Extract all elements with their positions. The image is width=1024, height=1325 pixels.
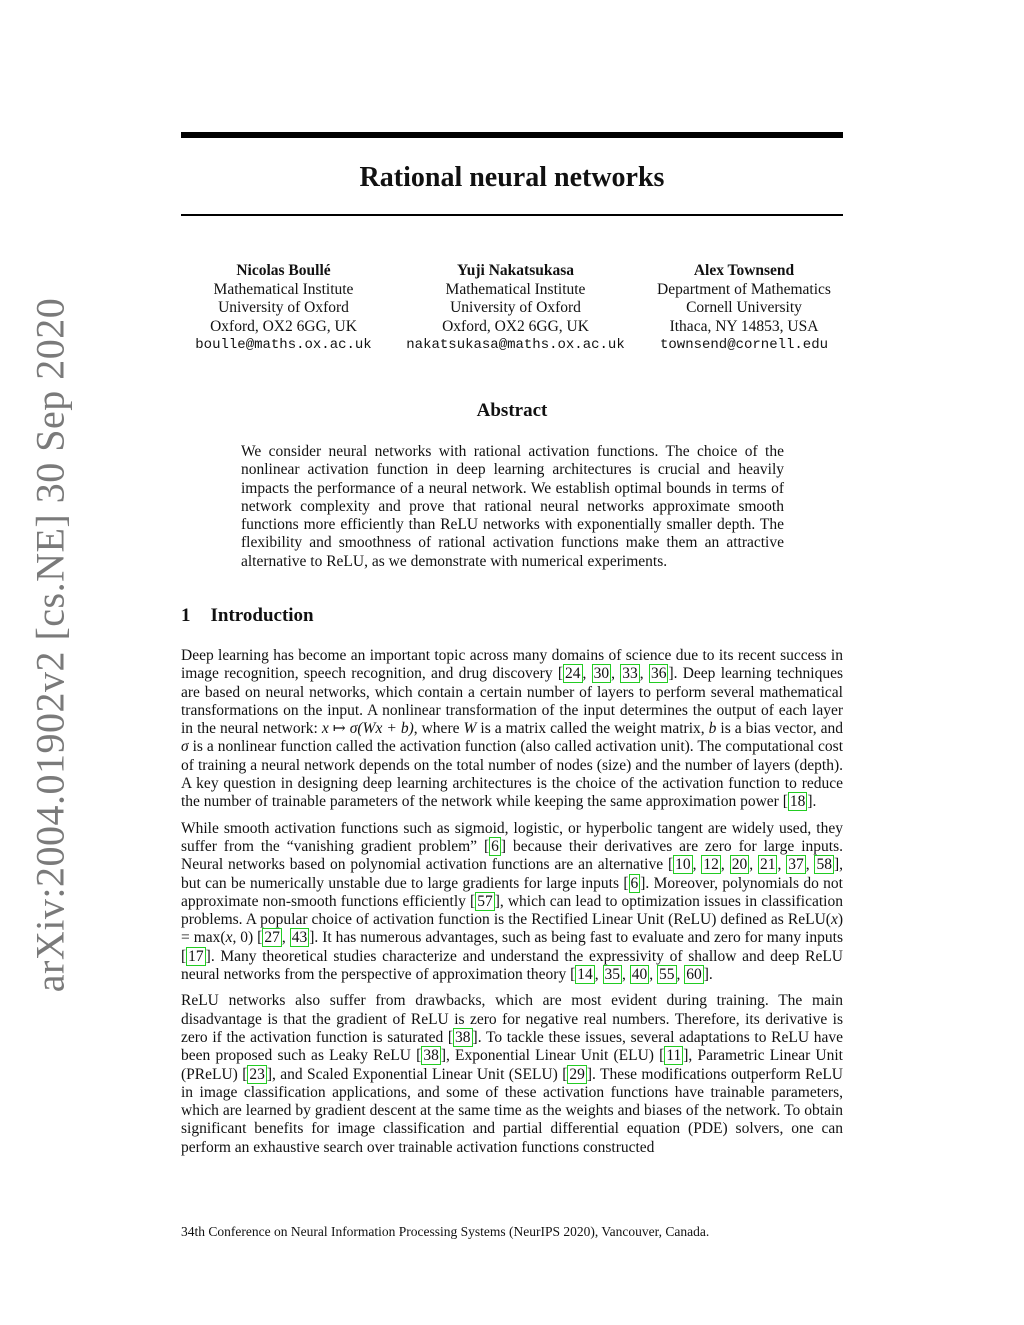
citation-link[interactable]: 12 (703, 856, 719, 874)
citation-link[interactable]: 57 (477, 892, 493, 910)
section-heading (181, 605, 314, 627)
text-run: ]. (703, 966, 713, 984)
citation-link[interactable]: 17 (188, 947, 204, 965)
math-inline: x (225, 929, 233, 947)
author-dept: Department of Mathematics (657, 280, 831, 298)
arxiv-identifier: arXiv:2004.01902v2 [cs.NE] 30 Sep 2020 (27, 297, 73, 993)
author-email[interactable]: boulle@maths.ox.ac.uk (195, 337, 372, 353)
abstract-heading: Abstract (476, 400, 548, 421)
paper-title: Rational neural networks (359, 162, 665, 193)
author-addr: Ithaca, NY 14853, USA (669, 317, 819, 335)
math-inline: W (463, 720, 477, 738)
citation-link[interactable]: 24 (565, 665, 581, 683)
author-dept: Mathematical Institute (445, 280, 586, 298)
citation-link[interactable]: 36 (650, 665, 667, 683)
conference-footnote: 34th Conference on Neural Information Processing Systems (NeurIPS 2020), Vancouver, Canada. (181, 1224, 710, 1239)
citation-link[interactable]: 29 (569, 1065, 585, 1083)
math-inline: x ↦ σ(Wx + b) (321, 720, 414, 738)
text-run: While smooth activation functions such as sigmoid, logistic, or hyperbolic tangent are widely used, they suffer from the “vanishing gradient problem” [ (181, 819, 843, 855)
text-run: ]. (807, 793, 817, 811)
text-run: ]. Moreover, polynomials do not approximate non-smooth functions efficiently [ (181, 874, 843, 910)
math-inline: x (830, 911, 838, 929)
citation-link[interactable]: 33 (622, 665, 638, 683)
citation-link[interactable]: 43 (291, 929, 308, 947)
author-addr: Oxford, OX2 6GG, UK (210, 317, 357, 335)
author-block (181, 262, 843, 362)
paragraph-3 (181, 992, 843, 1157)
author-name: Alex Townsend (693, 262, 795, 279)
text-run: ], but can be numerically unstable due to large gradients for large inputs [ (181, 856, 844, 892)
citation-link[interactable]: 23 (249, 1065, 265, 1083)
citation-link[interactable]: 11 (666, 1047, 682, 1065)
citation-link[interactable]: 6 (491, 837, 499, 855)
citation-link[interactable]: 38 (423, 1047, 439, 1065)
math-inline: σ (181, 738, 189, 756)
paragraph-1: Deep learning has become an important topic across many domains of science due to its recent success in image recognition, speech recognition, and drug discovery [ 24 , 30 , 33 , 36 ]. Deep learning techniques are based on neural networks, which contain a certain number of layers to perform several mathematical transformations on the input. A nonlinear transformation of the input determines the output of each layer in the neural network: x ↦ σ(Wx + b), where W is a matrix called the weight matrix, b is a bias vector, and σ is a nonlinear function called the activation function (also called activation unit). The computational cost of training a neural network depends on the total number of nodes (size) and the number of layers (depth). A key question in designing deep learning architectures is the choice of the activation function to reduce the number of trainable parameters of the network while keeping the same approximation power [ 18 ]. (181, 647, 844, 811)
text-run: is a bias vector, and (716, 720, 843, 738)
citation-link[interactable]: 27 (264, 929, 280, 947)
citation-link[interactable]: 10 (675, 856, 691, 874)
text-run: ], Exponential Linear Unit (ELU) [ (440, 1047, 665, 1065)
text-run: Deep learning has become an important topic across many domains of science due to its recent success in image recognition, speech recognition, and drug discovery [ (181, 647, 843, 683)
text-run: ], Parametric Linear Unit (PReLU) [ (181, 1047, 843, 1083)
author-townsend (639, 262, 849, 355)
citation-link[interactable]: 55 (659, 966, 675, 984)
author-nakatsukasa (393, 262, 638, 355)
author-name: Nicolas Boullé (236, 262, 331, 279)
citation-link[interactable]: 14 (577, 966, 593, 984)
author-email[interactable]: nakatsukasa@maths.ox.ac.uk (406, 337, 625, 353)
author-email[interactable]: townsend@cornell.edu (659, 337, 829, 353)
author-boulle (181, 262, 386, 355)
author-univ: University of Oxford (218, 299, 349, 316)
text-run: ] because their derivatives are zero for large inputs. Neural networks based on polynomial activation functions are an alternative [ (181, 837, 843, 874)
text-run: ]. Deep learning techniques are based on neural networks, which contain a certain number of layers to perform several mathematical transformations on the input. A nonlinear transformation of the input determines the output of each layer in the neural network: (181, 665, 844, 738)
paragraph-2: While smooth activation functions such as sigmoid, logistic, or hyperbolic tangent are widely used, they suffer from the “vanishing gradient problem” [ 6 ] because their derivatives are zero for large inputs. Neural networks based on polynomial activation functions are an alternative [ 10 , 12 , 20 , 21 , 37 , 58 ], but can be numerically unstable due to large gradients for large inputs [ 6 ]. Moreover, polynomials do not approximate non-smooth functions efficiently [ 57 ], which can lead to optimization issues in classification problems. A popular choice of activation function is the Rectified Linear Unit (ReLU) defined as ReLU(x) = max(x, 0) [ 27 , 43 ]. It has numerous advantages, such as being fast to evaluate and zero for many inputs [ 17 ]. Many theoretical studies characterize and understand the expressivity of shallow and deep ReLU neural networks from the perspective of approximation theory [ 14 , 35 , 40 , 55 , 60 ]. (181, 819, 844, 984)
author-univ: Cornell University (686, 299, 802, 316)
text-run: , 0) [ (232, 929, 263, 947)
citation-link[interactable]: 18 (789, 793, 806, 811)
citation-link[interactable]: 60 (686, 966, 702, 984)
math-inline: b (708, 720, 717, 738)
text-run: is a nonlinear function called the activation function (also called activation unit). The computational cost of training a neural network depends on the total number of nodes (size) and the number of layers (depth). A key question in designing deep learning architectures is the choice of the activation function to reduce the number of trainable parameters of the network while keeping the same approximation power [ (181, 738, 843, 811)
citation-link[interactable]: 37 (788, 856, 804, 874)
citation-link[interactable]: 58 (816, 856, 832, 874)
abstract-text: We consider neural networks with rational activation functions. The choice of the nonlinear activation function in deep learning architectures is crucial and heavily impacts the performance of a neural network. We establish optimal bounds in terms of network complexity and prove that rational neural networks approximate smooth functions more efficiently than ReLU networks with exponentially smaller depth. The flexibility and smoothness of rational activation functions make them an attractive alternative to ReLU, as we demonstrate with numerical experiments. (241, 443, 784, 570)
author-name: Yuji Nakatsukasa (456, 262, 574, 279)
text-run: is a matrix called the weight matrix, (476, 720, 709, 738)
text-run: ]. To tackle these issues, several adaptations to ReLU have been proposed such as Leaky ReLU [ (181, 1028, 843, 1065)
section-number: 1 (181, 605, 191, 626)
text-run: ], which can lead to optimization issues in classification problems. A popular choice of activation function is the Rectified Linear Unit (ReLU) defined as ReLU( (181, 892, 843, 929)
citation-link[interactable]: 21 (759, 856, 776, 874)
section-title: Introduction (210, 605, 314, 626)
text-run: , where (413, 720, 464, 738)
text-run: ) = max( (181, 911, 843, 947)
citation-link[interactable]: 35 (604, 966, 621, 984)
author-addr: Oxford, OX2 6GG, UK (442, 317, 589, 335)
citation-link[interactable]: 38 (455, 1028, 471, 1046)
author-dept: Mathematical Institute (213, 280, 354, 298)
text-run: ]. Many theoretical studies characterize and understand the expressivity of shallow and deep ReLU neural networks from the perspective of approximation theory [ (181, 947, 843, 984)
body-text (181, 647, 843, 1165)
citation-link[interactable]: 30 (593, 665, 610, 683)
title-rule-top (181, 132, 843, 138)
citation-link[interactable]: 20 (731, 856, 748, 874)
citation-link[interactable]: 6 (630, 874, 639, 892)
title-rule-bottom (181, 214, 843, 216)
citation-link[interactable]: 40 (631, 966, 648, 984)
author-univ: University of Oxford (450, 299, 581, 316)
text-run: ReLU networks also suffer from drawbacks, which are most evident during training. The main disadvantage is that the gradient of ReLU is zero for negative real numbers. Therefore, its derivative is zero if the activation function is saturated [ (181, 992, 843, 1046)
text-run: ], and Scaled Exponential Linear Unit (SELU) [ (266, 1065, 568, 1083)
text-run: ]. It has numerous advantages, such as being fast to evaluate and zero for many inputs [ (181, 929, 844, 965)
text-run: ]. These modifications outperform ReLU in image classification applications, and some of these activation functions have trainable parameters, which are learned by gradient descent at the same time as the weights and biases of the network. To obtain significant benefits for image classification and partial differential equation (PDE) solvers, one can perform an exhaustive search over trainable activation functions constructed (181, 1065, 843, 1156)
